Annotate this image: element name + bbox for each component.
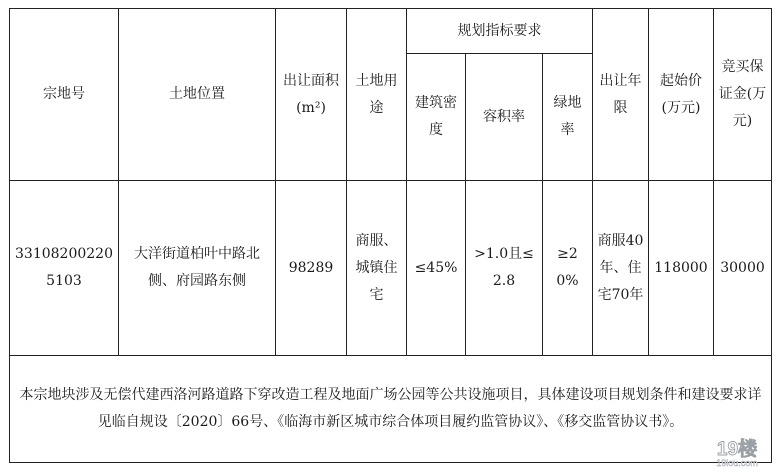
header-deposit: 竞买保证金(万元)	[714, 9, 772, 181]
header-building-density: 建筑密度	[407, 54, 466, 181]
cell-deposit: 30000	[714, 181, 772, 356]
header-plot-ratio: 容积率	[466, 54, 543, 181]
header-start-price: 起始价(万元)	[649, 9, 714, 181]
header-planning-requirements: 规划指标要求	[407, 9, 593, 54]
cell-start-price: 118000	[649, 181, 714, 356]
cell-area: 98289	[276, 181, 347, 356]
land-transfer-table	[9, 8, 772, 463]
watermark-domain: 19lou.com	[716, 458, 758, 468]
cell-plot-ratio: >1.0且≤2.8	[466, 181, 543, 356]
table-note: 本宗地块涉及无偿代建西洛河路道路下穿改造工程及地面广场公园等公共设施项目，具体建设项目规划条件和建设要求详见临自规设〔2020〕66号、《临海市新区城市综合体项目履约监管协议》、《移交监管协议书》。	[10, 356, 772, 463]
header-location: 土地位置	[119, 9, 276, 181]
table-row	[10, 181, 772, 356]
header-land-use: 土地用途	[347, 9, 407, 181]
header-green-rate: 绿地率	[543, 54, 593, 181]
cell-term: 商服40年、住宅70年	[593, 181, 649, 356]
cell-green-rate: ≥20%	[543, 181, 593, 356]
header-parcel-no: 宗地号	[10, 9, 119, 181]
watermark-logo	[704, 435, 770, 469]
header-area: 出让面积(m²)	[276, 9, 347, 181]
cell-parcel-no: 331082002205103	[10, 181, 119, 356]
cell-location: 大洋街道柏叶中路北侧、府园路东侧	[119, 181, 276, 356]
cell-building-density: ≤45%	[407, 181, 466, 356]
cell-land-use: 商服、城镇住宅	[347, 181, 407, 356]
watermark-brand: 19楼	[716, 439, 758, 460]
header-term: 出让年限	[593, 9, 649, 181]
